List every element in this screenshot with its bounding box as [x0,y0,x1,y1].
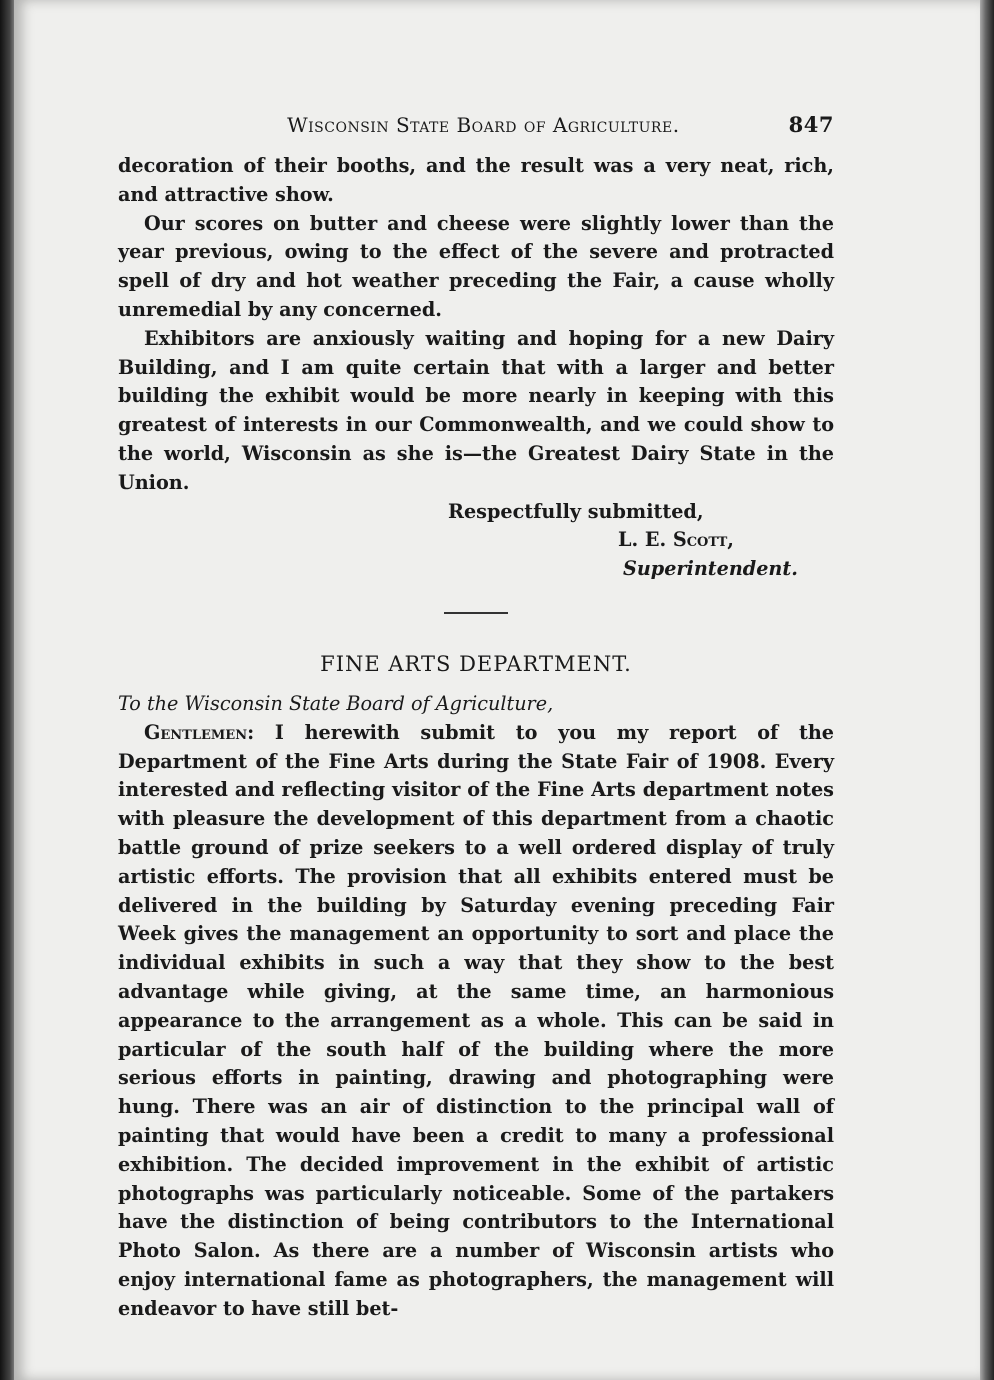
text-column [118,112,834,1323]
page-number: 847 [788,112,834,137]
section-heading: FINE ARTS DEPARTMENT. [320,651,632,676]
signature-closing: Respectfully submitted, [448,499,704,523]
running-header [118,112,834,152]
dairy-paragraph-2: Our scores on butter and cheese were slightly lower than the year previous, owing to the effect of the severe and protracted spell of dry and hot weather preceding the Fair, a cause wholly unremedial by any concerned. [118,211,834,321]
fine-arts-body: : I herewith submit to you my report of the Department of the Fine Arts during the State Fair of 1908. Every interested and reflecting visitor of the Fine Arts department notes with pleasure the development of this department from a chaotic battle ground of prize seekers to a well ordered display of truly artistic efforts. The provision that all exhibits entered must be delivered in the building by Saturday evening preceding Fair Week gives the management an opportunity to sort and place the individual exhibits in such a way that they show to the best advantage while giving, at the same time, an harmonious appearance to the arrangement as a whole. This can be said in particular of the south half of the building where the more serious efforts in painting, drawing and photographing were hung. There was an air of distinction to the principal wall of painting that would have been a credit to many a professional exhibition. The decided improvement in the exhibit of artistic photographs was particularly noticeable. Some of the partakers have the distinction of being contributors to the International Photo Salon. As there are a number of Wisconsin artists who enjoy international fame as photographers, the management will endeavor to have still bet- [118,720,834,1320]
running-title: Wisconsin State Board of Agriculture. [287,113,680,137]
book-gutter-left [0,0,14,1380]
signature-name: L. E. Scott, [618,528,734,552]
dairy-paragraph-1: decoration of their booths, and the result was a very neat, rich, and attractive show. [118,154,834,206]
document-page [14,0,980,1380]
greeting-word: Gentlemen [144,720,248,744]
fine-arts-paragraph [118,719,834,1324]
dairy-paragraph-3: Exhibitors are anxiously waiting and hoping for a new Dairy Building, and I am quite certain that with a larger and better building the exhibit would be more nearly in keeping with this greatest of interests in our Commonwealth, and we could show to the world, Wisconsin as she is—the Greatest Dairy State in the Union. [118,326,834,494]
signature-title: Superintendent. [623,557,798,581]
report-salutation: To the Wisconsin State Board of Agriculture, [118,691,554,715]
book-edge-right [980,0,994,1380]
section-divider [444,612,508,614]
